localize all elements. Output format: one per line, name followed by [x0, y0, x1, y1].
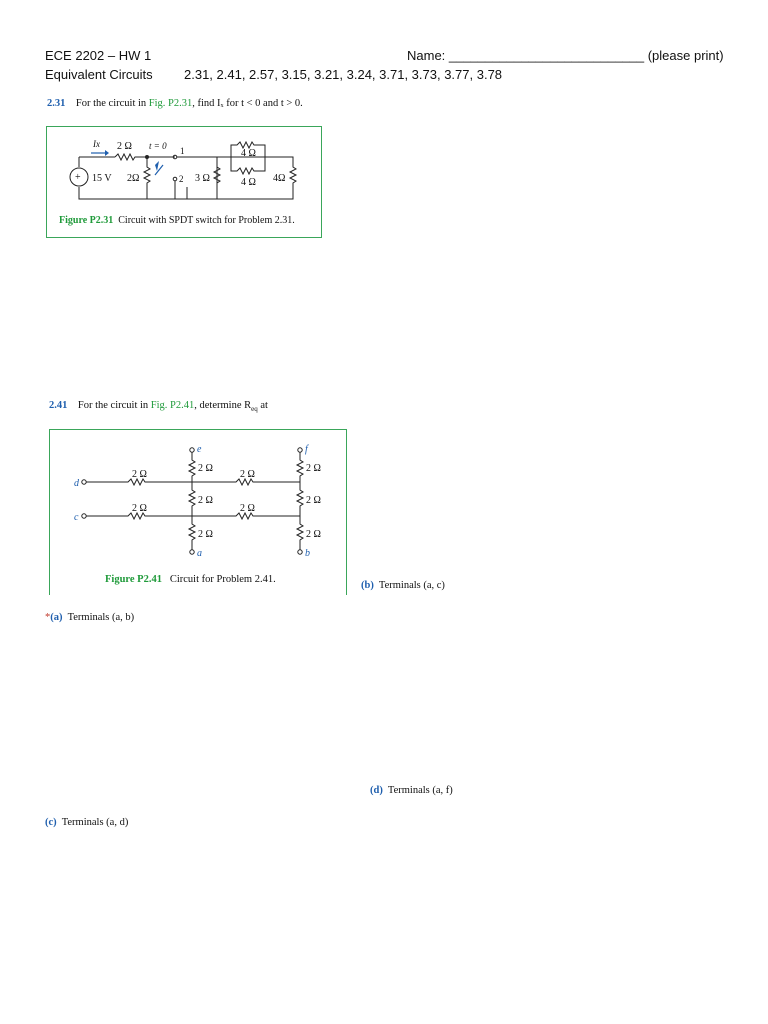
figure-reference: Fig. P2.31 [148, 98, 193, 109]
resistor-label: 2 Ω [132, 503, 147, 514]
figure-p2-41 [49, 429, 347, 595]
ix-label: Ix [93, 139, 100, 149]
part-text: Terminals (a, b) [67, 612, 135, 623]
resistor-label: 2 Ω [306, 463, 321, 474]
part-a [45, 612, 134, 623]
part-text: Terminals (a, f) [387, 785, 453, 796]
name-field-label: Name: ___________________________ (please print) [407, 48, 724, 63]
top-4-ohm-label: 4 Ω [241, 148, 256, 159]
part-label: (a) [50, 612, 63, 623]
resistor-label: 2 Ω [306, 495, 321, 506]
resistor-label: 2 Ω [240, 469, 255, 480]
starred-marker: * [45, 612, 51, 623]
part-b [361, 580, 445, 591]
part-label: (c) [45, 817, 57, 828]
caption-text: Circuit for Problem 2.41. [169, 574, 276, 585]
switch-label: t = 0 [149, 141, 167, 151]
node-d-label: d [74, 478, 79, 489]
caption-label: Figure P2.41 [105, 574, 162, 585]
caption-text: Circuit with SPDT switch for Problem 2.31. [118, 215, 295, 226]
problem-number: 2.41 [49, 400, 68, 411]
node-b-label: b [305, 548, 310, 559]
statement-subscript: eq [251, 405, 258, 414]
switch-position-1: 1 [180, 146, 185, 156]
circuit-diagram-p2-41 [50, 430, 346, 580]
problem-number: 2.31 [47, 98, 66, 109]
statement-text: , determine R [194, 400, 252, 411]
figure-caption [105, 574, 276, 585]
series-resistor-label: 2 Ω [117, 141, 132, 152]
topic-title: Equivalent Circuits [45, 67, 153, 82]
resistor-label: 2 Ω [132, 469, 147, 480]
resistor-label: 2 Ω [198, 463, 213, 474]
part-label: (d) [370, 785, 383, 796]
node-f-label: f [305, 444, 308, 455]
resistor-label: 2 Ω [240, 503, 255, 514]
caption-label: Figure P2.31 [59, 215, 114, 226]
bottom-4-ohm-label: 4 Ω [241, 177, 256, 188]
switch-position-2: 2 [179, 174, 184, 184]
statement-text: , find Iₓ for t < 0 and t > 0. [192, 98, 303, 109]
shunt-resistor-label: 2Ω [127, 173, 140, 184]
problem-2-41-statement [49, 400, 268, 413]
source-voltage-label: 15 V [92, 173, 112, 184]
figure-caption [59, 215, 295, 226]
statement-text: For the circuit in [77, 400, 151, 411]
node-e-label: e [197, 444, 202, 455]
part-text: Terminals (a, c) [378, 580, 445, 591]
part-c [45, 817, 128, 828]
source-plus: + [75, 172, 81, 183]
three-ohm-label: 3 Ω [195, 173, 210, 184]
resistor-label: 2 Ω [198, 495, 213, 506]
right-4-ohm-label: 4Ω [273, 173, 286, 184]
node-c-label: c [74, 512, 79, 523]
node-a-label: a [197, 548, 202, 559]
resistor-label: 2 Ω [306, 529, 321, 540]
figure-reference: Fig. P2.41 [150, 400, 195, 411]
resistor-label: 2 Ω [198, 529, 213, 540]
part-d [370, 785, 453, 796]
figure-p2-31 [46, 126, 322, 238]
statement-text: at [257, 400, 268, 411]
course-title: ECE 2202 – HW 1 [45, 48, 152, 63]
part-text: Terminals (a, d) [61, 817, 129, 828]
statement-text: For the circuit in [75, 98, 149, 109]
problem-list: 2.31, 2.41, 2.57, 3.15, 3.21, 3.24, 3.71, 3.73, 3.77, 3.78 [184, 67, 503, 82]
part-label: (b) [361, 580, 374, 591]
problem-2-31-statement [47, 98, 303, 109]
